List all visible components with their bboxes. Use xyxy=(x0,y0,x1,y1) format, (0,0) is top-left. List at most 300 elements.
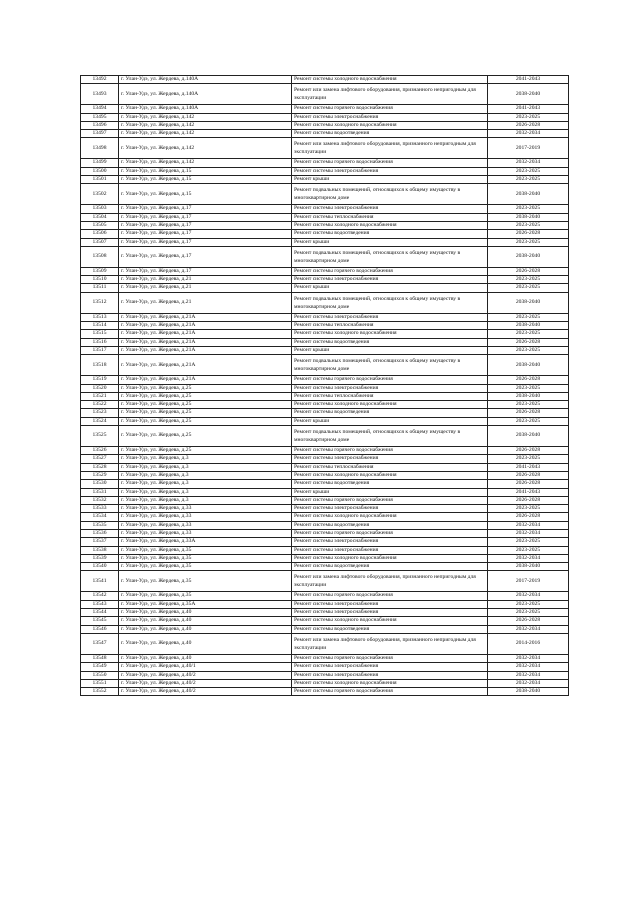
table-row xyxy=(81,505,569,513)
row-number: 13503 xyxy=(81,205,119,213)
row-address: г. Улан-Удэ, ул. Жердева, д.17 xyxy=(119,221,292,229)
row-period: 2023-2025 xyxy=(488,546,569,554)
row-work-type: Ремонт подвальных помещений, относящихся к общему имуществу в многоквартирном доме xyxy=(292,426,488,447)
table-row xyxy=(81,496,569,504)
row-period: 2026-2028 xyxy=(488,267,569,275)
table-row xyxy=(81,238,569,246)
table-row xyxy=(81,276,569,284)
row-period: 2038-2040 xyxy=(488,322,569,330)
row-period: 2032-2034 xyxy=(488,654,569,662)
row-work-type: Ремонт системы электроснабжения xyxy=(292,609,488,617)
row-number: 13549 xyxy=(81,663,119,671)
table-row xyxy=(81,167,569,175)
row-number: 13524 xyxy=(81,417,119,425)
row-work-type: Ремонт системы горячего водоснабжения xyxy=(292,688,488,696)
table-row xyxy=(81,105,569,113)
row-period: 2023-2025 xyxy=(488,284,569,292)
row-period: 2017-2019 xyxy=(488,138,569,159)
table-row xyxy=(81,513,569,521)
row-address: г. Улан-Удэ, ул. Жердева, д.40 xyxy=(119,654,292,662)
table-row xyxy=(81,617,569,625)
row-number: 13539 xyxy=(81,554,119,562)
row-period: 2023-2025 xyxy=(488,538,569,546)
row-period: 2026-2028 xyxy=(488,447,569,455)
table-row xyxy=(81,600,569,608)
row-number: 13536 xyxy=(81,529,119,537)
row-address: г. Улан-Удэ, ул. Жердева, д.40 xyxy=(119,633,292,654)
row-number: 13508 xyxy=(81,246,119,267)
row-number: 13501 xyxy=(81,176,119,184)
row-address: г. Улан-Удэ, ул. Жердева, д.40 xyxy=(119,609,292,617)
row-period: 2023-2025 xyxy=(488,505,569,513)
row-period: 2023-2025 xyxy=(488,346,569,354)
table-row xyxy=(81,447,569,455)
row-period: 2032-2034 xyxy=(488,663,569,671)
row-number: 13528 xyxy=(81,463,119,471)
row-number: 13522 xyxy=(81,401,119,409)
row-number: 13540 xyxy=(81,563,119,571)
row-period: 2041-2043 xyxy=(488,76,569,84)
row-number: 13529 xyxy=(81,471,119,479)
row-work-type: Ремонт системы электроснабжения xyxy=(292,205,488,213)
row-address: г. Улан-Удэ, ул. Жердева, д.17 xyxy=(119,230,292,238)
row-period: 2026-2028 xyxy=(488,230,569,238)
row-period: 2038-2040 xyxy=(488,426,569,447)
row-work-type: Ремонт крыши xyxy=(292,284,488,292)
row-number: 13538 xyxy=(81,546,119,554)
row-number: 13541 xyxy=(81,571,119,592)
row-address: г. Улан-Удэ, ул. Жердева, д.21А xyxy=(119,346,292,354)
works-table xyxy=(80,75,569,696)
table-row xyxy=(81,230,569,238)
row-address: г. Улан-Удэ, ул. Жердева, д.35 xyxy=(119,592,292,600)
row-work-type: Ремонт системы теплоснабжения xyxy=(292,213,488,221)
row-period: 2038-2040 xyxy=(488,84,569,105)
row-period: 2023-2025 xyxy=(488,221,569,229)
table-row xyxy=(81,113,569,121)
table-row xyxy=(81,521,569,529)
row-work-type: Ремонт системы электроснабжения xyxy=(292,538,488,546)
table-row xyxy=(81,213,569,221)
row-address: г. Улан-Удэ, ул. Жердева, д.21А xyxy=(119,376,292,384)
row-work-type: Ремонт системы электроснабжения xyxy=(292,167,488,175)
table-row xyxy=(81,671,569,679)
row-address: г. Улан-Удэ, ул. Жердева, д.142 xyxy=(119,113,292,121)
row-work-type: Ремонт подвальных помещений, относящихся к общему имуществу в многоквартирном доме xyxy=(292,246,488,267)
table-row xyxy=(81,426,569,447)
table-row xyxy=(81,529,569,537)
row-address: г. Улан-Удэ, ул. Жердева, д.40 xyxy=(119,625,292,633)
table-row xyxy=(81,176,569,184)
row-number: 13523 xyxy=(81,409,119,417)
row-work-type: Ремонт системы водоотведения xyxy=(292,563,488,571)
table-row xyxy=(81,417,569,425)
row-address: г. Улан-Удэ, ул. Жердева, д.40/1 xyxy=(119,663,292,671)
row-number: 13520 xyxy=(81,384,119,392)
row-address: г. Улан-Удэ, ул. Жердева, д.17 xyxy=(119,246,292,267)
table-row xyxy=(81,384,569,392)
table-row xyxy=(81,330,569,338)
row-number: 13530 xyxy=(81,480,119,488)
row-number: 13509 xyxy=(81,267,119,275)
row-period: 2017-2019 xyxy=(488,571,569,592)
row-work-type: Ремонт системы водоотведения xyxy=(292,409,488,417)
row-address: г. Улан-Удэ, ул. Жердева, д.3 xyxy=(119,496,292,504)
row-work-type: Ремонт системы водоотведения xyxy=(292,521,488,529)
row-period: 2041-2043 xyxy=(488,105,569,113)
row-number: 13547 xyxy=(81,633,119,654)
row-address: г. Улан-Удэ, ул. Жердева, д.25 xyxy=(119,392,292,400)
row-work-type: Ремонт системы электроснабжения xyxy=(292,384,488,392)
row-period: 2026-2028 xyxy=(488,376,569,384)
row-period: 2023-2025 xyxy=(488,276,569,284)
row-work-type: Ремонт системы теплоснабжения xyxy=(292,322,488,330)
table-row xyxy=(81,563,569,571)
row-period: 2023-2025 xyxy=(488,330,569,338)
row-number: 13517 xyxy=(81,346,119,354)
row-address: г. Улан-Удэ, ул. Жердева, д.40 xyxy=(119,617,292,625)
row-address: г. Улан-Удэ, ул. Жердева, д.142 xyxy=(119,130,292,138)
row-address: г. Улан-Удэ, ул. Жердева, д.3 xyxy=(119,455,292,463)
row-number: 13496 xyxy=(81,121,119,129)
row-period: 2023-2025 xyxy=(488,384,569,392)
table-row xyxy=(81,409,569,417)
table-row xyxy=(81,688,569,696)
row-address: г. Улан-Удэ, ул. Жердева, д.142 xyxy=(119,159,292,167)
row-number: 13542 xyxy=(81,592,119,600)
row-period: 2032-2034 xyxy=(488,671,569,679)
table-row xyxy=(81,121,569,129)
row-number: 13499 xyxy=(81,159,119,167)
row-period: 2038-2040 xyxy=(488,355,569,376)
row-period: 2026-2028 xyxy=(488,338,569,346)
row-period: 2026-2028 xyxy=(488,121,569,129)
row-period: 2026-2028 xyxy=(488,513,569,521)
row-period: 2023-2025 xyxy=(488,113,569,121)
row-address: г. Улан-Удэ, ул. Жердева, д.15 xyxy=(119,184,292,205)
table-row xyxy=(81,654,569,662)
row-work-type: Ремонт или замена лифтового оборудования, признанного непригодным для эксплуатации xyxy=(292,633,488,654)
row-work-type: Ремонт системы водоотведения xyxy=(292,625,488,633)
table-row xyxy=(81,184,569,205)
row-period: 2023-2025 xyxy=(488,167,569,175)
row-work-type: Ремонт крыши xyxy=(292,417,488,425)
table-row xyxy=(81,488,569,496)
row-address: г. Улан-Удэ, ул. Жердева, д.25 xyxy=(119,409,292,417)
row-number: 13532 xyxy=(81,496,119,504)
table-row xyxy=(81,130,569,138)
row-period: 2026-2028 xyxy=(488,496,569,504)
row-period: 2032-2034 xyxy=(488,529,569,537)
row-work-type: Ремонт крыши xyxy=(292,346,488,354)
row-address: г. Улан-Удэ, ул. Жердева, д.142 xyxy=(119,138,292,159)
row-work-type: Ремонт подвальных помещений, относящихся к общему имуществу в многоквартирном доме xyxy=(292,292,488,313)
row-work-type: Ремонт или замена лифтового оборудования, признанного непригодным для эксплуатации xyxy=(292,84,488,105)
row-address: г. Улан-Удэ, ул. Жердева, д.140А xyxy=(119,76,292,84)
row-period: 2026-2028 xyxy=(488,480,569,488)
row-number: 13546 xyxy=(81,625,119,633)
row-number: 13506 xyxy=(81,230,119,238)
row-period: 2014-2016 xyxy=(488,633,569,654)
row-work-type: Ремонт или замена лифтового оборудования, признанного непригодным для эксплуатации xyxy=(292,571,488,592)
row-work-type: Ремонт системы холодного водоснабжения xyxy=(292,617,488,625)
row-work-type: Ремонт системы электроснабжения xyxy=(292,113,488,121)
row-period: 2023-2025 xyxy=(488,455,569,463)
row-address: г. Улан-Удэ, ул. Жердева, д.3 xyxy=(119,471,292,479)
table-row xyxy=(81,633,569,654)
row-number: 13519 xyxy=(81,376,119,384)
table-row xyxy=(81,392,569,400)
row-period: 2038-2040 xyxy=(488,184,569,205)
table-row xyxy=(81,313,569,321)
row-address: г. Улан-Удэ, ул. Жердева, д.15 xyxy=(119,176,292,184)
row-work-type: Ремонт системы теплоснабжения xyxy=(292,392,488,400)
row-address: г. Улан-Удэ, ул. Жердева, д.17 xyxy=(119,267,292,275)
row-address: г. Улан-Удэ, ул. Жердева, д.21 xyxy=(119,292,292,313)
table-row xyxy=(81,554,569,562)
row-work-type: Ремонт системы электроснабжения xyxy=(292,671,488,679)
row-period: 2038-2040 xyxy=(488,392,569,400)
row-address: г. Улан-Удэ, ул. Жердева, д.15 xyxy=(119,167,292,175)
table-row xyxy=(81,267,569,275)
row-period: 2023-2025 xyxy=(488,205,569,213)
row-number: 13505 xyxy=(81,221,119,229)
row-work-type: Ремонт системы холодного водоснабжения xyxy=(292,554,488,562)
row-work-type: Ремонт системы электроснабжения xyxy=(292,600,488,608)
row-address: г. Улан-Удэ, ул. Жердева, д.140А xyxy=(119,84,292,105)
row-work-type: Ремонт системы горячего водоснабжения xyxy=(292,592,488,600)
row-number: 13535 xyxy=(81,521,119,529)
row-period: 2032-2034 xyxy=(488,130,569,138)
row-period: 2032-2034 xyxy=(488,554,569,562)
row-number: 13543 xyxy=(81,600,119,608)
row-work-type: Ремонт системы горячего водоснабжения xyxy=(292,376,488,384)
row-number: 13507 xyxy=(81,238,119,246)
row-period: 2038-2040 xyxy=(488,246,569,267)
row-period: 2032-2034 xyxy=(488,679,569,687)
row-period: 2026-2028 xyxy=(488,409,569,417)
row-work-type: Ремонт системы горячего водоснабжения xyxy=(292,654,488,662)
table-row xyxy=(81,205,569,213)
row-number: 13518 xyxy=(81,355,119,376)
row-period: 2023-2025 xyxy=(488,313,569,321)
row-work-type: Ремонт системы холодного водоснабжения xyxy=(292,679,488,687)
row-number: 13551 xyxy=(81,679,119,687)
row-work-type: Ремонт крыши xyxy=(292,176,488,184)
row-work-type: Ремонт системы водоотведения xyxy=(292,230,488,238)
row-number: 13531 xyxy=(81,488,119,496)
row-work-type: Ремонт системы горячего водоснабжения xyxy=(292,159,488,167)
row-period: 2023-2025 xyxy=(488,600,569,608)
row-work-type: Ремонт системы холодного водоснабжения xyxy=(292,76,488,84)
row-number: 13516 xyxy=(81,338,119,346)
row-address: г. Улан-Удэ, ул. Жердева, д.17 xyxy=(119,238,292,246)
row-period: 2032-2034 xyxy=(488,159,569,167)
row-address: г. Улан-Удэ, ул. Жердева, д.35 xyxy=(119,571,292,592)
row-number: 13510 xyxy=(81,276,119,284)
row-address: г. Улан-Удэ, ул. Жердева, д.3 xyxy=(119,463,292,471)
row-address: г. Улан-Удэ, ул. Жердева, д.35 xyxy=(119,546,292,554)
row-address: г. Улан-Удэ, ул. Жердева, д.33 xyxy=(119,529,292,537)
row-period: 2023-2025 xyxy=(488,609,569,617)
row-work-type: Ремонт крыши xyxy=(292,238,488,246)
row-address: г. Улан-Удэ, ул. Жердева, д.40/2 xyxy=(119,671,292,679)
row-period: 2023-2025 xyxy=(488,417,569,425)
table-row xyxy=(81,292,569,313)
row-number: 13514 xyxy=(81,322,119,330)
row-number: 13527 xyxy=(81,455,119,463)
row-address: г. Улан-Удэ, ул. Жердева, д.33 xyxy=(119,505,292,513)
row-address: г. Улан-Удэ, ул. Жердева, д.25 xyxy=(119,447,292,455)
row-number: 13515 xyxy=(81,330,119,338)
row-period: 2041-2043 xyxy=(488,463,569,471)
row-period: 2023-2025 xyxy=(488,176,569,184)
table-row xyxy=(81,455,569,463)
row-number: 13504 xyxy=(81,213,119,221)
table-row xyxy=(81,221,569,229)
row-address: г. Улан-Удэ, ул. Жердева, д.3 xyxy=(119,488,292,496)
row-address: г. Улан-Удэ, ул. Жердева, д.40/2 xyxy=(119,679,292,687)
row-period: 2023-2025 xyxy=(488,401,569,409)
table-row xyxy=(81,246,569,267)
row-work-type: Ремонт системы электроснабжения xyxy=(292,505,488,513)
row-number: 13534 xyxy=(81,513,119,521)
row-number: 13548 xyxy=(81,654,119,662)
works-table-body xyxy=(81,76,569,696)
row-work-type: Ремонт крыши xyxy=(292,488,488,496)
row-address: г. Улан-Удэ, ул. Жердева, д.33 xyxy=(119,513,292,521)
table-row xyxy=(81,663,569,671)
row-address: г. Улан-Удэ, ул. Жердева, д.25 xyxy=(119,417,292,425)
table-row xyxy=(81,159,569,167)
row-address: г. Улан-Удэ, ул. Жердева, д.21 xyxy=(119,284,292,292)
row-work-type: Ремонт системы холодного водоснабжения xyxy=(292,330,488,338)
row-number: 13526 xyxy=(81,447,119,455)
row-number: 13498 xyxy=(81,138,119,159)
row-number: 13544 xyxy=(81,609,119,617)
row-work-type: Ремонт системы теплоснабжения xyxy=(292,463,488,471)
row-work-type: Ремонт системы горячего водоснабжения xyxy=(292,529,488,537)
row-work-type: Ремонт системы холодного водоснабжения xyxy=(292,471,488,479)
row-number: 13492 xyxy=(81,76,119,84)
row-period: 2038-2040 xyxy=(488,688,569,696)
row-address: г. Улан-Удэ, ул. Жердева, д.25 xyxy=(119,384,292,392)
row-number: 13513 xyxy=(81,313,119,321)
row-work-type: Ремонт системы горячего водоснабжения xyxy=(292,105,488,113)
row-work-type: Ремонт системы электроснабжения xyxy=(292,455,488,463)
table-row xyxy=(81,138,569,159)
row-number: 13537 xyxy=(81,538,119,546)
row-work-type: Ремонт системы электроснабжения xyxy=(292,276,488,284)
row-number: 13545 xyxy=(81,617,119,625)
row-period: 2032-2034 xyxy=(488,625,569,633)
row-number: 13502 xyxy=(81,184,119,205)
table-row xyxy=(81,84,569,105)
table-row xyxy=(81,463,569,471)
table-row xyxy=(81,284,569,292)
row-period: 2032-2034 xyxy=(488,521,569,529)
row-work-type: Ремонт подвальных помещений, относящихся к общему имуществу в многоквартирном доме xyxy=(292,184,488,205)
row-work-type: Ремонт системы водоотведения xyxy=(292,130,488,138)
row-number: 13511 xyxy=(81,284,119,292)
row-work-type: Ремонт системы холодного водоснабжения xyxy=(292,121,488,129)
row-period: 2026-2028 xyxy=(488,471,569,479)
row-address: г. Улан-Удэ, ул. Жердева, д.35 xyxy=(119,563,292,571)
row-number: 13552 xyxy=(81,688,119,696)
table-row xyxy=(81,76,569,84)
table-row xyxy=(81,376,569,384)
table-row xyxy=(81,679,569,687)
row-number: 13493 xyxy=(81,84,119,105)
row-number: 13495 xyxy=(81,113,119,121)
table-row xyxy=(81,546,569,554)
row-address: г. Улан-Удэ, ул. Жердева, д.25 xyxy=(119,401,292,409)
row-address: г. Улан-Удэ, ул. Жердева, д.21А xyxy=(119,313,292,321)
row-address: г. Улан-Удэ, ул. Жердева, д.21А xyxy=(119,330,292,338)
table-row xyxy=(81,609,569,617)
table-row xyxy=(81,571,569,592)
row-work-type: Ремонт системы электроснабжения xyxy=(292,663,488,671)
row-address: г. Улан-Удэ, ул. Жердева, д.35А xyxy=(119,600,292,608)
row-work-type: Ремонт системы горячего водоснабжения xyxy=(292,267,488,275)
table-row xyxy=(81,625,569,633)
row-work-type: Ремонт системы горячего водоснабжения xyxy=(292,447,488,455)
row-number: 13550 xyxy=(81,671,119,679)
row-number: 13494 xyxy=(81,105,119,113)
row-period: 2038-2040 xyxy=(488,213,569,221)
row-address: г. Улан-Удэ, ул. Жердева, д.33 xyxy=(119,521,292,529)
row-work-type: Ремонт системы горячего водоснабжения xyxy=(292,496,488,504)
row-address: г. Улан-Удэ, ул. Жердева, д.21А xyxy=(119,322,292,330)
row-period: 2023-2025 xyxy=(488,238,569,246)
row-work-type: Ремонт системы холодного водоснабжения xyxy=(292,513,488,521)
row-work-type: Ремонт подвальных помещений, относящихся к общему имуществу в многоквартирном доме xyxy=(292,355,488,376)
row-address: г. Улан-Удэ, ул. Жердева, д.142 xyxy=(119,121,292,129)
table-row xyxy=(81,538,569,546)
row-address: г. Улан-Удэ, ул. Жердева, д.140А xyxy=(119,105,292,113)
row-work-type: Ремонт системы водоотведения xyxy=(292,480,488,488)
row-number: 13512 xyxy=(81,292,119,313)
row-work-type: Ремонт системы электроснабжения xyxy=(292,546,488,554)
row-address: г. Улан-Удэ, ул. Жердева, д.33А xyxy=(119,538,292,546)
table-row xyxy=(81,471,569,479)
row-period: 2038-2040 xyxy=(488,292,569,313)
row-number: 13521 xyxy=(81,392,119,400)
table-row xyxy=(81,346,569,354)
row-work-type: Ремонт системы холодного водоснабжения xyxy=(292,401,488,409)
row-address: г. Улан-Удэ, ул. Жердева, д.21А xyxy=(119,355,292,376)
row-period: 2041-2043 xyxy=(488,488,569,496)
table-row xyxy=(81,480,569,488)
row-address: г. Улан-Удэ, ул. Жердева, д.17 xyxy=(119,213,292,221)
row-work-type: Ремонт системы водоотведения xyxy=(292,338,488,346)
table-row xyxy=(81,322,569,330)
row-number: 13533 xyxy=(81,505,119,513)
table-row xyxy=(81,338,569,346)
row-work-type: Ремонт системы холодного водоснабжения xyxy=(292,221,488,229)
row-work-type: Ремонт или замена лифтового оборудования, признанного непригодным для эксплуатации xyxy=(292,138,488,159)
row-period: 2038-2040 xyxy=(488,563,569,571)
row-period: 2026-2028 xyxy=(488,617,569,625)
row-address: г. Улан-Удэ, ул. Жердева, д.35 xyxy=(119,554,292,562)
table-row xyxy=(81,355,569,376)
row-address: г. Улан-Удэ, ул. Жердева, д.17 xyxy=(119,205,292,213)
row-period: 2032-2034 xyxy=(488,592,569,600)
table-row xyxy=(81,401,569,409)
row-work-type: Ремонт системы электроснабжения xyxy=(292,313,488,321)
row-number: 13497 xyxy=(81,130,119,138)
row-address: г. Улан-Удэ, ул. Жердева, д.21А xyxy=(119,338,292,346)
